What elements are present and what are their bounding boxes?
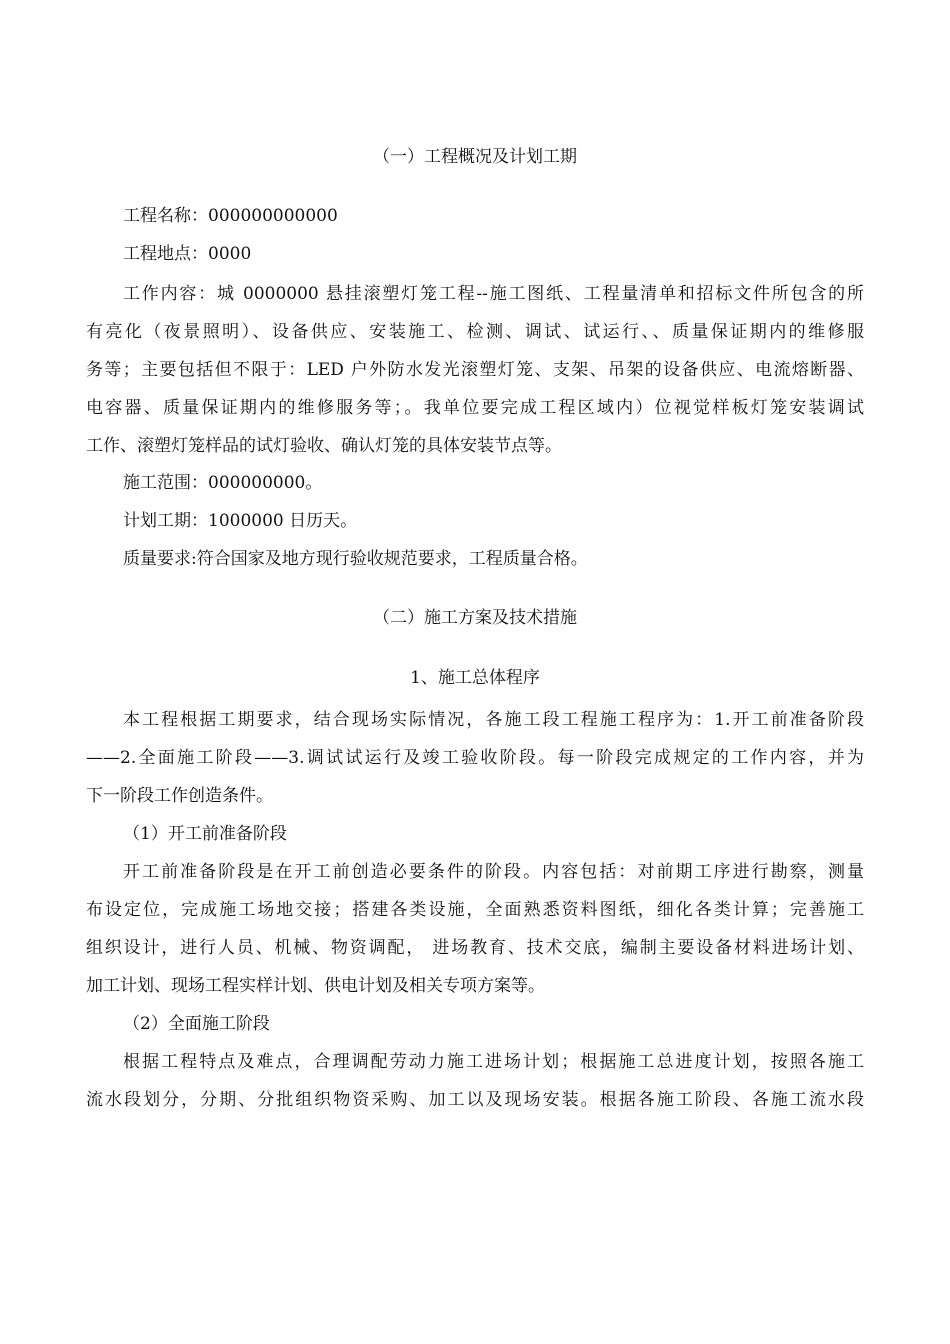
project-name: 工程名称：000000000000: [123, 206, 338, 226]
work-content-line-5: 工作、滚塑灯笼样品的试灯验收、确认灯笼的具体安装节点等。: [86, 436, 562, 456]
work-content-line-1: 工作内容：城 0000000 悬挂滚塑灯笼工程--施工图纸、工程量清单和招标文件所包含的所: [123, 284, 864, 304]
stage1-line-3: 组织设计，进行人员、机械、物资调配， 进场教育、技术交底，编制主要设备材料进场计划、: [86, 938, 864, 958]
procedure-line-2: ——2.全面施工阶段——3.调试试运行及竣工验收阶段。每一阶段完成规定的工作内容，并为: [86, 748, 864, 768]
work-content-line-4: 电容器、质量保证期内的维修服务等；。我单位要完成工程区域内）位视觉样板灯笼安装调试: [86, 398, 864, 418]
section-heading-overview: （一）工程概况及计划工期: [373, 147, 577, 167]
stage1-line-1: 开工前准备阶段是在开工前创造必要条件的阶段。内容包括：对前期工序进行勘察，测量: [123, 862, 864, 882]
stage2-line-2: 流水段划分，分期、分批组织物资采购、加工以及现场安装。根据各施工阶段、各施工流水段: [86, 1090, 864, 1110]
procedure-line-1: 本工程根据工期要求，结合现场实际情况，各施工段工程施工程序为：1.开工前准备阶段: [123, 710, 864, 730]
construction-scope: 施工范围：000000000。: [123, 473, 323, 493]
subheading-overall-procedure: 1、施工总体程序: [410, 668, 540, 688]
stage2-line-1: 根据工程特点及难点，合理调配劳动力施工进场计划；根据施工总进度计划，按照各施工: [123, 1052, 864, 1072]
project-location: 工程地点：0000: [123, 244, 252, 264]
stage1-line-2: 布设定位，完成施工场地交接；搭建各类设施，全面熟悉资料图纸，细化各类计算；完善施工: [86, 900, 864, 920]
work-content-line-2: 有亮化（夜景照明）、设备供应、安装施工、检测、调试、试运行、、质量保证期内的维修服: [86, 322, 864, 342]
work-content-line-3: 务等；主要包括但不限于：LED 户外防水发光滚塑灯笼、支架、吊架的设备供应、电流熔断器、: [86, 360, 864, 380]
planned-period: 计划工期：1000000 日历天。: [123, 511, 358, 531]
stage1-heading: （1）开工前准备阶段: [123, 824, 287, 844]
section-heading-plan: （二）施工方案及技术措施: [373, 608, 577, 628]
stage2-heading: （2）全面施工阶段: [123, 1014, 270, 1034]
procedure-line-3: 下一阶段工作创造条件。: [86, 786, 273, 806]
stage1-line-4: 加工计划、现场工程实样计划、供电计划及相关专项方案等。: [86, 976, 545, 996]
quality-requirement: 质量要求:符合国家及地方现行验收规范要求，工程质量合格。: [123, 549, 588, 569]
